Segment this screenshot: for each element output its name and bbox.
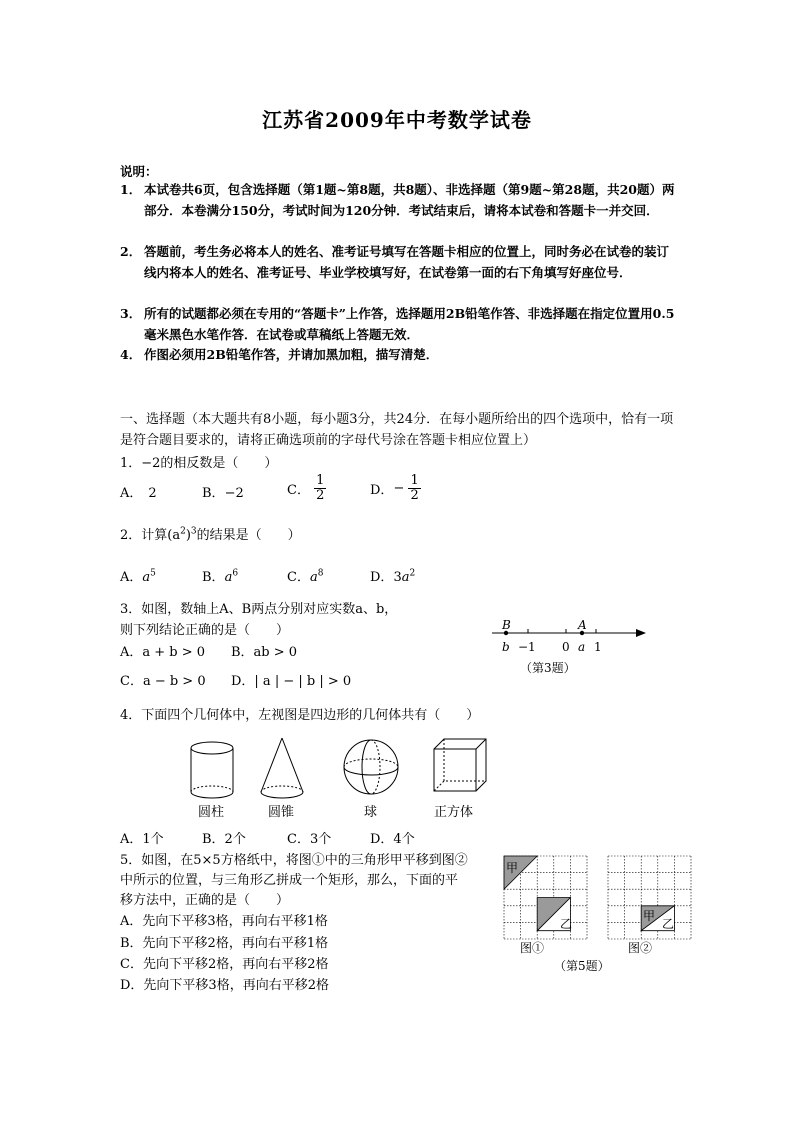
note-text: 所有的试题都必须在专用的“答题卡”上作答，选择题用2B铅笔作答、非选择题在指定位置用0.5毫米黑色水笔作答．在试卷或草稿纸上答题无效． xyxy=(144,306,675,342)
notes-heading: 说明： xyxy=(120,164,158,179)
question-3-line-2: 则下列结论正确的是（ ） xyxy=(120,623,290,638)
figure-caption: （第5题） xyxy=(554,959,610,973)
tick-label-0: 0 xyxy=(562,640,570,654)
q3-option-a: A．a + b > 0 xyxy=(120,645,206,660)
q2-option-d: D．$3a^2$ xyxy=(370,568,416,585)
q4-option-a: A．1个 xyxy=(120,832,164,847)
figure-2-label: 图② xyxy=(628,941,653,955)
q3-option-b: B．ab > 0 xyxy=(231,645,298,660)
q5-option-a: A．先向下平移3格，再向右平移1格 xyxy=(120,914,328,929)
q4-option-b: B．2个 xyxy=(202,832,246,847)
q4-option-d: D．4个 xyxy=(370,832,415,847)
label-jia: 甲 xyxy=(506,861,519,875)
note-item-2 xyxy=(120,242,680,283)
note-item-1 xyxy=(120,180,680,221)
note-number: 2． xyxy=(120,244,142,259)
note-number: 1． xyxy=(120,182,142,197)
q1-option-c xyxy=(287,474,326,503)
q2-option-a: A．$a^5$ xyxy=(120,568,156,585)
question-4-stem: 4．下面四个几何体中，左视图是四边形的几何体共有（ ） xyxy=(120,708,480,723)
label-A: A xyxy=(578,618,587,632)
fraction: $\frac{1}{2}$ xyxy=(316,473,325,503)
note-item-4 xyxy=(120,345,680,366)
page-title: 江苏省2009年中考数学试卷 xyxy=(262,108,532,132)
sphere-shape xyxy=(344,740,398,794)
label-yi: 乙 xyxy=(662,917,675,931)
tick-label-1: 1 xyxy=(594,640,602,654)
expression: $(a^2)^3$ xyxy=(167,526,197,543)
option-value: 2 xyxy=(148,486,157,501)
q5-option-c: C．先向下平移2格，再向右平移2格 xyxy=(120,957,329,972)
q2-option-c: C．$a^8$ xyxy=(287,568,324,585)
label-B: B xyxy=(502,618,511,632)
number-line-figure xyxy=(488,616,658,680)
option-label: B． xyxy=(202,486,225,501)
question-5-line-2: 中所示的位置，与三角形乙拼成一个矩形，那么，下面的平 xyxy=(120,873,459,888)
figure-1-label: 图① xyxy=(520,941,545,955)
cylinder-shape xyxy=(191,742,233,798)
section-heading: 一、选择题（本大题共有8小题，每小题3分，共24分．在每小题所给出的四个选项中，恰有一项是符合题目要求的，请将正确选项前的字母代号涂在答题卡相应位置上） xyxy=(120,412,674,448)
note-text: 作图必须用2B铅笔作答，并请加黑加粗，描写清楚． xyxy=(144,347,439,362)
solids-figure xyxy=(180,732,500,822)
cube-shape xyxy=(434,739,486,791)
question-3-line-1: 3．如图，数轴上A、B两点分别对应实数a、b， xyxy=(120,602,398,617)
question-5-line-3: 移方法中，正确的是（ ） xyxy=(120,893,290,908)
cone-shape xyxy=(261,738,303,798)
tick-label-b: b xyxy=(502,640,510,654)
note-number: 3． xyxy=(120,306,142,321)
q5-option-b: B．先向下平移2格，再向右平移1格 xyxy=(120,936,329,951)
note-number: 4． xyxy=(120,347,142,362)
q1-option-b xyxy=(202,482,244,501)
q3-option-c: C．a − b > 0 xyxy=(120,674,206,689)
question-1-stem: 1．−2的相反数是（ ） xyxy=(120,456,278,471)
label-jia: 甲 xyxy=(643,909,656,923)
solid-label-cone: 圆锥 xyxy=(268,805,295,820)
tick-label-a: a xyxy=(578,640,586,654)
grid-figure-2 xyxy=(608,856,691,939)
solid-label-cube: 正方体 xyxy=(434,805,474,820)
axis-arrow xyxy=(636,629,646,637)
option-label: D． xyxy=(370,483,394,498)
q2-option-b: B．$a^6$ xyxy=(202,568,239,585)
fraction: $\frac{1}{2}$ xyxy=(410,473,419,503)
figure-caption: （第3题） xyxy=(520,661,576,675)
note-text: 答题前，考生务必将本人的姓名、准考证号填写在答题卡相应的位置上，同时务必在试卷的装订线内将本人的姓名、准考证号、毕业学校填写好，在试卷第一面的右下角填写好座位号． xyxy=(144,244,670,280)
label-yi: 乙 xyxy=(560,917,573,931)
option-value: −2 xyxy=(224,486,244,501)
option-label: A． xyxy=(120,486,143,501)
grid-translation-figure xyxy=(496,848,694,978)
question-2-stem: 2．计算$(a^2)^3$的结果是（ ） xyxy=(120,526,301,543)
q5-option-d: D．先向下平移3格，再向右平移2格 xyxy=(120,978,329,993)
solid-label-cylinder: 圆柱 xyxy=(198,805,225,820)
minus-sign: − xyxy=(393,481,405,496)
q1-option-a xyxy=(120,482,157,501)
q1-option-d xyxy=(370,474,421,503)
tick-label-minus-1: −1 xyxy=(518,640,536,654)
solid-label-sphere: 球 xyxy=(364,805,378,820)
note-text: 本试卷共6页，包含选择题（第1题~第8题，共8题）、非选择题（第9题~第28题，共20题）两部分．本卷满分150分，考试时间为120分钟．考试结束后，请将本试卷和答题卡一并交回． xyxy=(144,182,675,218)
q4-option-c: C．3个 xyxy=(287,832,332,847)
question-5-line-1: 5．如图，在5×5方格纸中，将图①中的三角形甲平移到图② xyxy=(120,853,468,868)
grid-figure-1 xyxy=(504,856,587,939)
option-label: C． xyxy=(287,483,310,498)
note-item-3 xyxy=(120,304,680,345)
q3-option-d: D．| a | − | b | > 0 xyxy=(231,674,352,689)
